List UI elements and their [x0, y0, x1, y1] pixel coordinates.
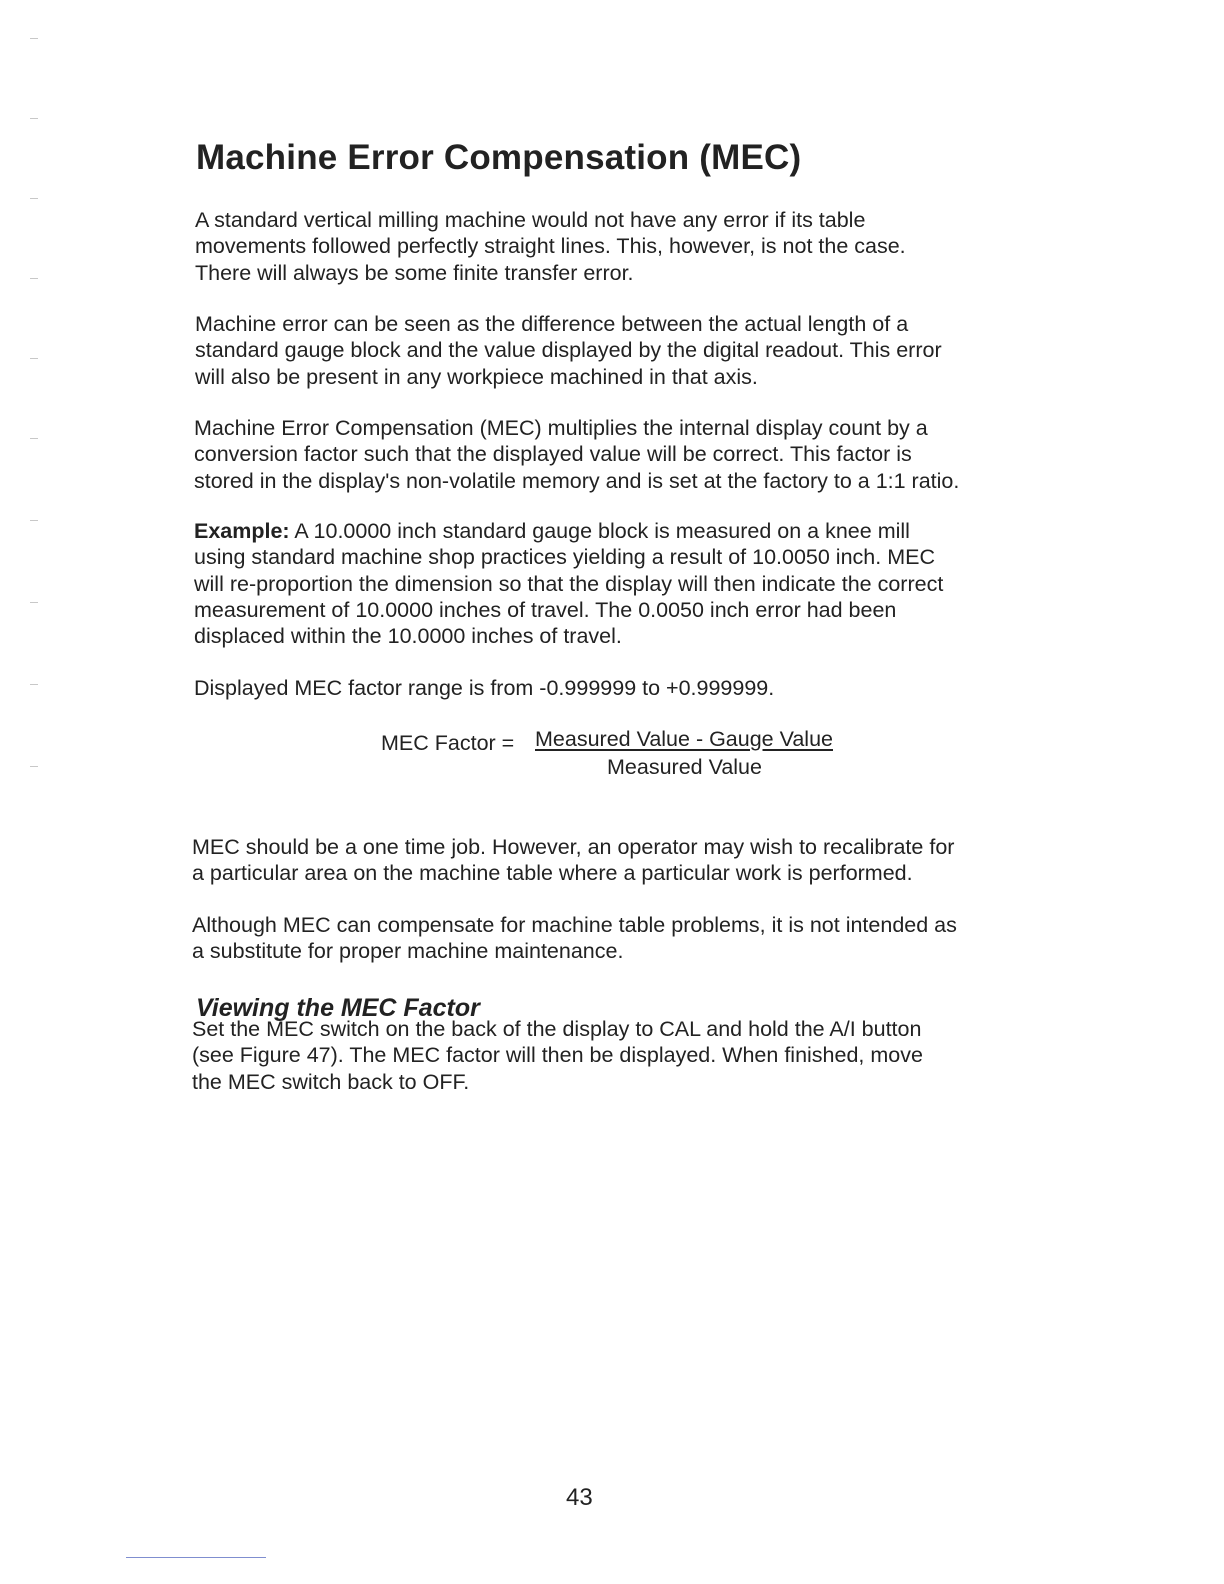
- margin-mark: [30, 766, 38, 767]
- text-line: stored in the display's non-volatile memory and is set at the factory to a 1:1 ratio.: [194, 468, 960, 493]
- paragraph-example: [194, 518, 1074, 649]
- margin-mark: [30, 438, 38, 439]
- scan-artifact-line: [126, 1557, 266, 1558]
- page-title: Machine Error Compensation (MEC): [196, 138, 802, 177]
- example-first-line: A 10.0000 inch standard gauge block is measured on a knee mill: [289, 519, 910, 543]
- paragraph-mec-description: [194, 415, 1074, 494]
- margin-mark: [30, 118, 38, 119]
- text-line: will also be present in any workpiece machined in that axis.: [195, 364, 758, 389]
- text-line: Set the MEC switch on the back of the display to CAL and hold the A/I button: [192, 1017, 922, 1041]
- example-label: Example:: [194, 519, 290, 543]
- text-line: movements followed perfectly straight lines. This, however, is not the case.: [195, 234, 906, 259]
- text-line: conversion factor such that the displayed value will be correct. This factor is: [194, 442, 912, 467]
- text-line: Although MEC can compensate for machine table problems, it is not intended as: [192, 913, 957, 937]
- formula-lhs: MEC Factor =: [381, 731, 515, 755]
- paragraph-intro: [195, 207, 1075, 286]
- text-line: A standard vertical milling machine would not have any error if its table: [195, 208, 866, 232]
- margin-mark: [30, 520, 38, 521]
- text-line: the MEC switch back to OFF.: [192, 1069, 470, 1094]
- margin-mark: [30, 684, 38, 685]
- margin-mark: [30, 38, 38, 39]
- text-line: There will always be some finite transfer error.: [195, 260, 634, 285]
- page-number: 43: [566, 1484, 593, 1511]
- text-line: MEC should be a one time job. However, an operator may wish to recalibrate for: [192, 835, 955, 859]
- paragraph-machine-error: [195, 311, 1075, 390]
- text-line: using standard machine shop practices yielding a result of 10.0050 inch. MEC: [194, 545, 935, 570]
- scan-margin-marks: [30, 0, 44, 1584]
- paragraph-viewing-factor: [192, 1016, 1072, 1095]
- margin-mark: [30, 602, 38, 603]
- margin-mark: [30, 278, 38, 279]
- margin-mark: [30, 358, 38, 359]
- text-line: standard gauge block and the value displayed by the digital readout. This error: [195, 338, 942, 363]
- paragraph-factor-range: [194, 675, 1074, 701]
- text-line: Machine error can be seen as the difference between the actual length of a: [195, 312, 909, 336]
- text-line: a particular area on the machine table where a particular work is performed.: [192, 861, 913, 886]
- text-line: displaced within the 10.0000 inches of travel.: [194, 624, 622, 649]
- paragraph-maintenance: [192, 912, 1072, 965]
- text-line: measurement of 10.0000 inches of travel. The 0.0050 inch error had been: [194, 597, 897, 622]
- text-line: Displayed MEC factor range is from -0.999999 to +0.999999.: [194, 676, 775, 700]
- text-line: will re-proportion the dimension so that the display will then indicate the correct: [194, 571, 944, 596]
- text-line: [194, 518, 1074, 544]
- text-line: a substitute for proper machine maintenance.: [192, 939, 624, 964]
- formula-numerator: Measured Value - Gauge Value: [535, 727, 833, 751]
- section-heading: Viewing the MEC Factor: [196, 994, 480, 1022]
- paragraph-one-time-job: [192, 834, 1072, 887]
- text-line: Machine Error Compensation (MEC) multiplies the internal display count by a: [194, 416, 928, 440]
- formula-denominator: Measured Value: [607, 755, 762, 779]
- margin-mark: [30, 198, 38, 199]
- text-line: (see Figure 47). The MEC factor will then be displayed. When finished, move: [192, 1043, 923, 1068]
